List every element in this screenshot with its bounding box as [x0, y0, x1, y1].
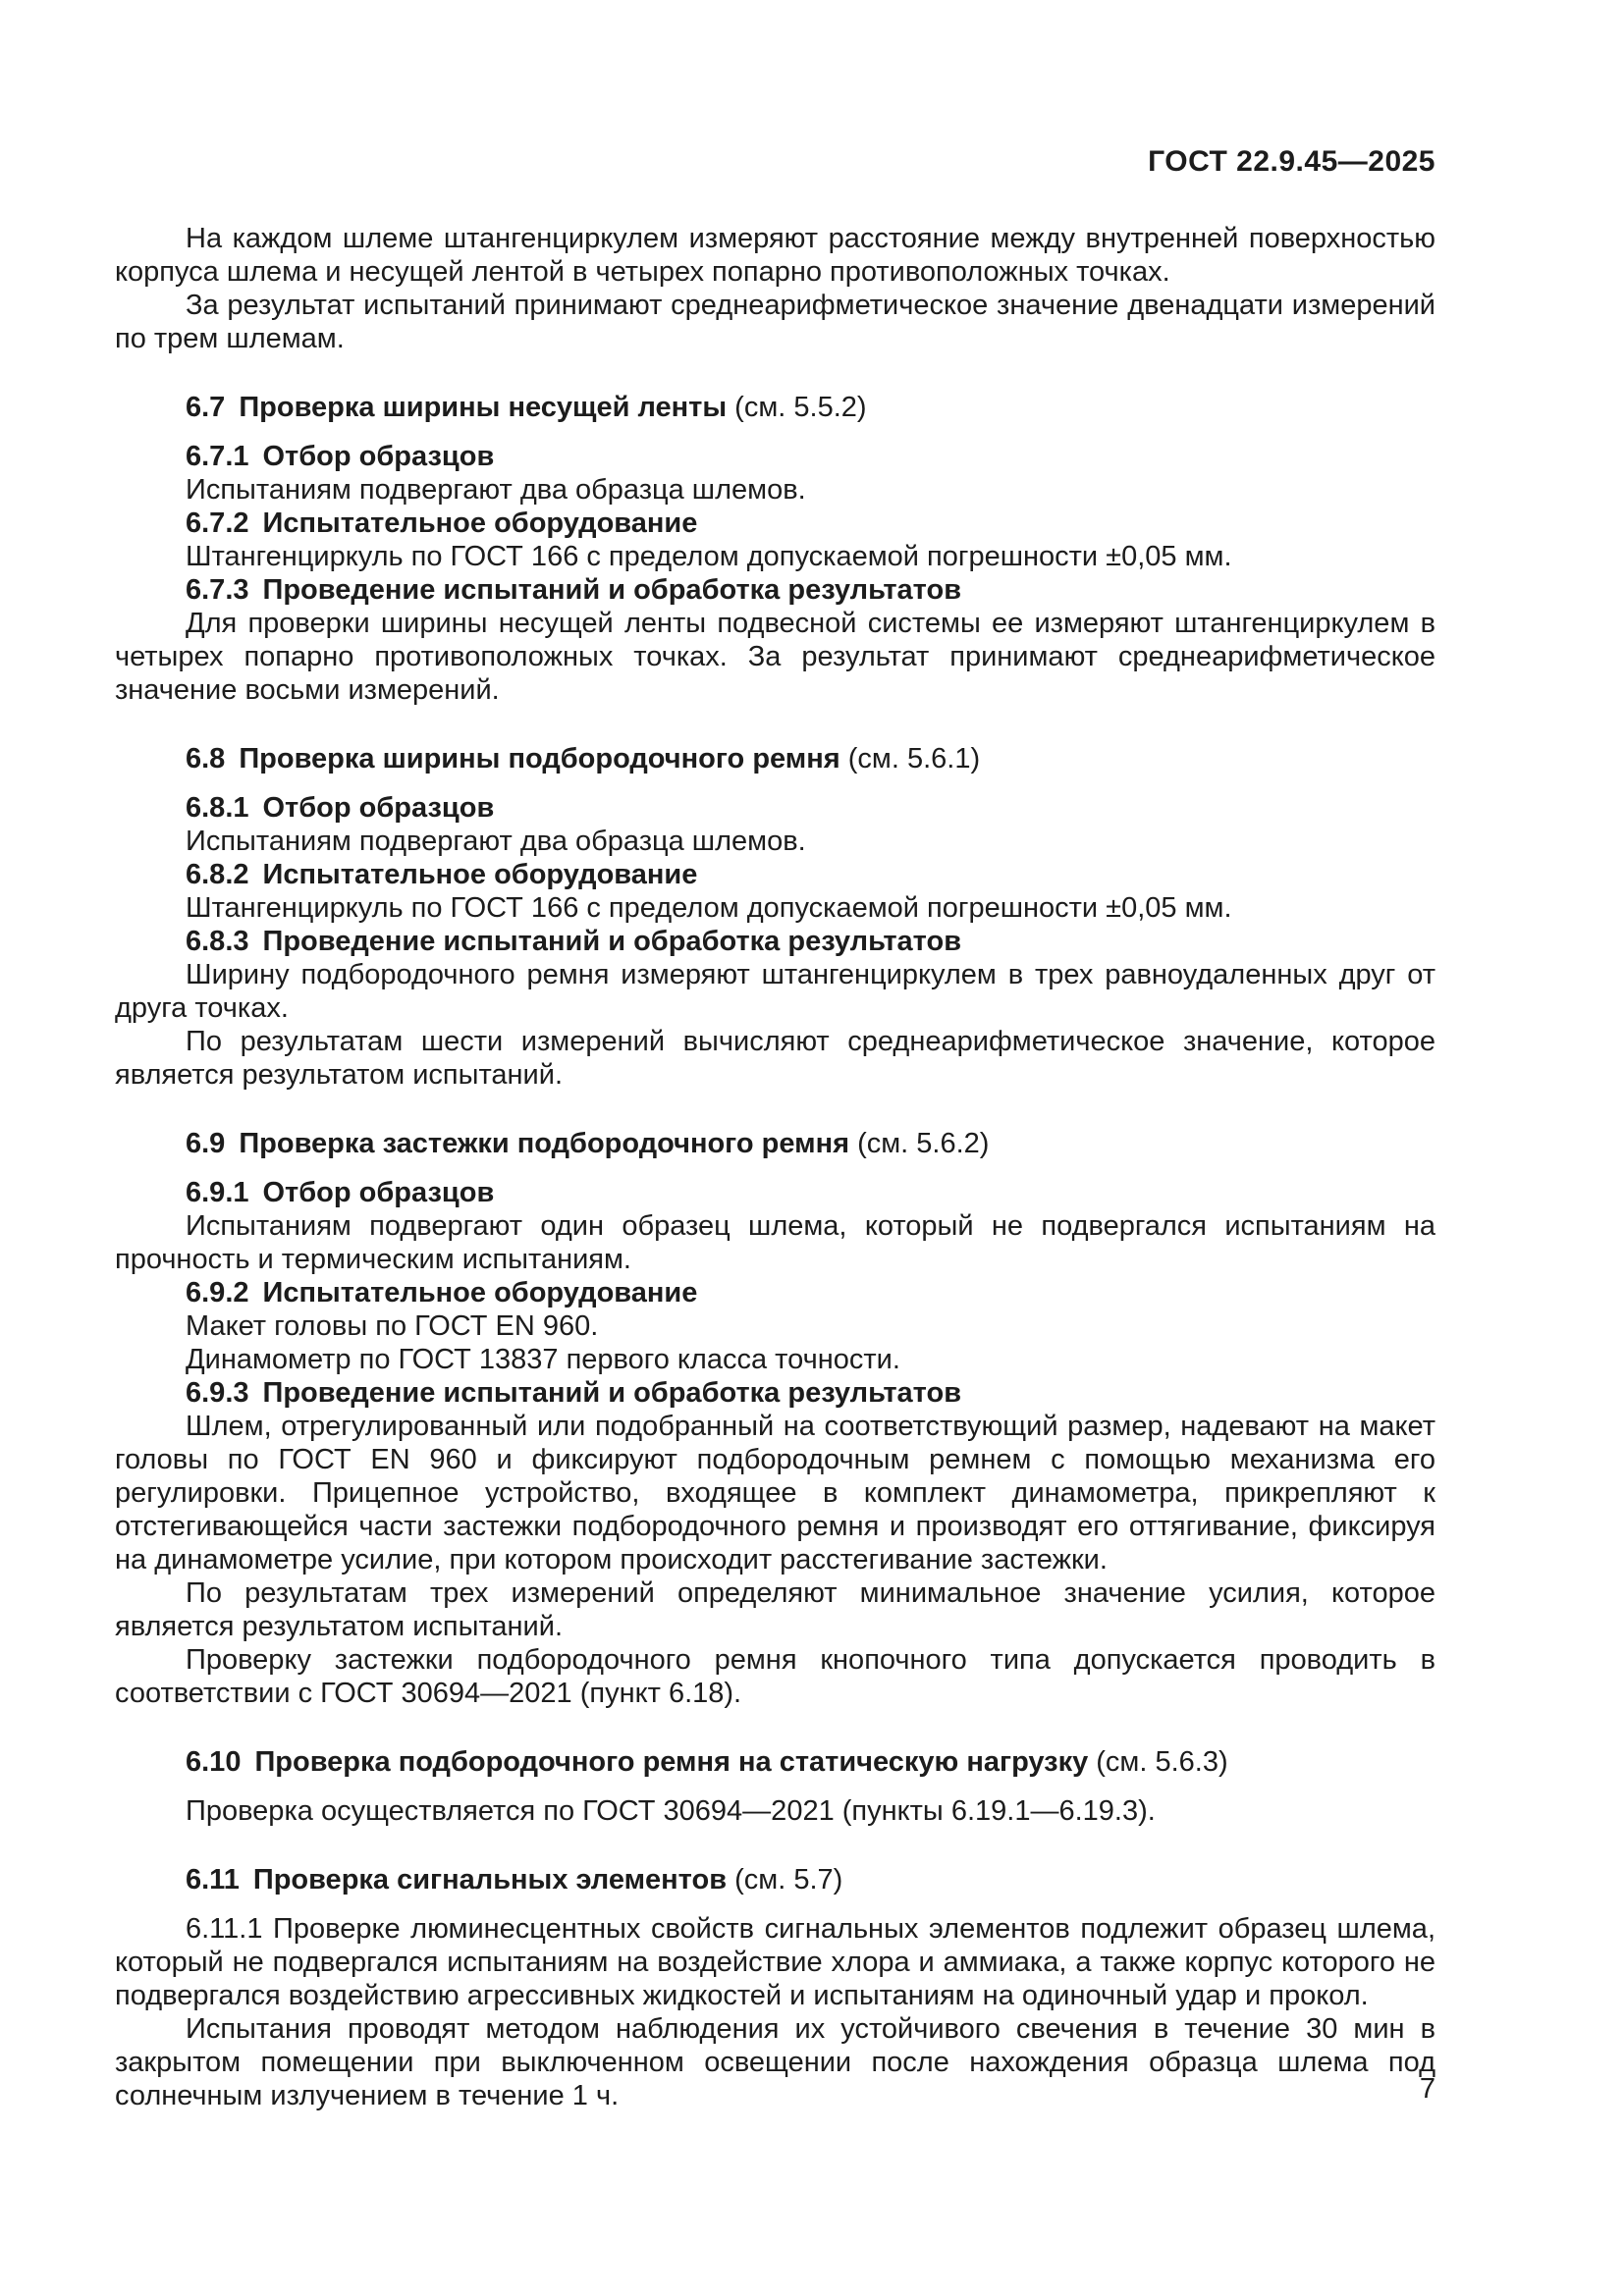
heading-title: Проверка ширины несущей ленты [239, 392, 728, 423]
subsection-heading-6-9-2 [115, 1276, 1435, 1309]
heading-number: 6.8 [186, 743, 226, 774]
paragraph: На каждом шлеме штангенциркулем измеряют расстояние между внутренней поверхностью корпуса шлема и несущей лентой в четырех попарно противоположных точках. [115, 223, 1435, 288]
heading-ref: (см. 5.6.2) [849, 1128, 990, 1159]
paragraph: Макет головы по ГОСТ EN 960. [186, 1310, 599, 1342]
paragraph: 6.11.1 Проверке люминесцентных свойств сигнальных элементов подлежит образец шлема, который не подвергался испытаниям на воздействие хлора и аммиака, а также корпус которого не подвергался воздействию агрессивных жидкостей и испытаниям на одиночный удар и прокол. [115, 1913, 1435, 2011]
paragraph: Штангенциркуль по ГОСТ 166 с пределом допускаемой погрешности ±0,05 мм. [186, 892, 1232, 924]
section-heading-6-9 [115, 1127, 1435, 1160]
subsection-heading-6-9-3 [115, 1376, 1435, 1410]
paragraph: Шлем, отрегулированный или подобранный на соответствующий размер, надевают на макет головы по ГОСТ EN 960 и фиксируют подбородочным ремнем с помощью механизма его регулировки. Прицепное устройство, входящее в комплект динамометра, прикрепляют к отстегивающейся части застежки подбородочного ремня и производят его оттягивание, фиксируя на динамометре усилие, при котором происходит расстегивание застежки. [115, 1411, 1435, 1575]
paragraph: Испытания проводят методом наблюдения их устойчивого свечения в течение 30 мин в закрытом помещении при выключенном освещении после нахождения образца шлема под солнечным излучением в течение 1 ч. [115, 2013, 1435, 2111]
heading-ref: (см. 5.6.3) [1088, 1746, 1228, 1778]
page-number: 7 [1419, 2073, 1435, 2105]
section-heading-6-11 [115, 1863, 1435, 1896]
heading-ref: (см. 5.6.1) [839, 743, 981, 774]
heading-title: Отбор образцов [262, 1177, 495, 1208]
heading-title: Проверка сигнальных элементов [252, 1864, 728, 1896]
subsection-heading-6-8-2 [115, 858, 1435, 891]
heading-title: Проверка ширины подбородочного ремня [239, 743, 840, 774]
heading-title: Отбор образцов [262, 792, 495, 824]
document-body [115, 222, 1435, 2112]
paragraph: Для проверки ширины несущей ленты подвесной системы ее измеряют штангенциркулем в четырех попарно противоположных точках. За результат принимают среднеарифметическое значение восьми измерений. [115, 608, 1435, 706]
section-heading-6-10 [115, 1745, 1435, 1779]
heading-number: 6.9 [186, 1128, 226, 1159]
heading-ref: (см. 5.7) [727, 1864, 843, 1896]
paragraph: Ширину подбородочного ремня измеряют штангенциркулем в трех равноудаленных друг от друга точках. [115, 959, 1435, 1024]
paragraph: Испытаниям подвергают два образца шлемов. [186, 826, 806, 857]
heading-number: 6.7 [186, 392, 226, 423]
subsection-heading-6-7-3 [115, 573, 1435, 607]
paragraph: Испытаниям подвергают два образца шлемов. [186, 474, 806, 506]
heading-number: 6.8.2 [186, 859, 249, 890]
heading-number: 6.10 [186, 1746, 242, 1778]
heading-number: 6.8.1 [186, 792, 249, 824]
heading-title: Испытательное оборудование [262, 1277, 698, 1308]
heading-number: 6.8.3 [186, 926, 249, 957]
heading-title: Проведение испытаний и обработка результатов [262, 574, 962, 606]
heading-number: 6.11 [186, 1864, 240, 1896]
heading-title: Проведение испытаний и обработка результатов [262, 926, 962, 957]
heading-number: 6.9.2 [186, 1277, 249, 1308]
heading-number: 6.9.3 [186, 1377, 249, 1409]
heading-number: 6.7.3 [186, 574, 249, 606]
section-heading-6-7 [115, 391, 1435, 424]
paragraph: За результат испытаний принимают среднеарифметическое значение двенадцати измерений по трем шлемам. [115, 290, 1435, 354]
subsection-heading-6-8-1 [115, 791, 1435, 825]
paragraph: Проверку застежки подбородочного ремня кнопочного типа допускается проводить в соответствии с ГОСТ 30694—2021 (пункт 6.18). [115, 1644, 1435, 1709]
heading-title: Испытательное оборудование [262, 507, 698, 539]
paragraph: По результатам шести измерений вычисляют среднеарифметическое значение, которое является результатом испытаний. [115, 1026, 1435, 1091]
paragraph: Динамометр по ГОСТ 13837 первого класса точности. [186, 1344, 900, 1375]
heading-title: Проверка подбородочного ремня на статическую нагрузку [254, 1746, 1089, 1778]
paragraph: Штангенциркуль по ГОСТ 166 с пределом допускаемой погрешности ±0,05 мм. [186, 541, 1232, 572]
section-heading-6-8 [115, 742, 1435, 775]
heading-title: Отбор образцов [262, 441, 495, 472]
subsection-heading-6-7-2 [115, 507, 1435, 540]
heading-number: 6.9.1 [186, 1177, 249, 1208]
heading-title: Проведение испытаний и обработка результатов [262, 1377, 962, 1409]
heading-number: 6.7.1 [186, 441, 249, 472]
subsection-heading-6-7-1 [115, 440, 1435, 473]
document-header: ГОСТ 22.9.45—2025 [1148, 145, 1435, 178]
heading-title: Испытательное оборудование [262, 859, 698, 890]
heading-number: 6.7.2 [186, 507, 249, 539]
heading-ref: (см. 5.5.2) [727, 392, 867, 423]
paragraph: Проверка осуществляется по ГОСТ 30694—2021 (пункты 6.19.1—6.19.3). [186, 1795, 1156, 1827]
subsection-heading-6-9-1 [115, 1176, 1435, 1209]
paragraph: Испытаниям подвергают один образец шлема, который не подвергался испытаниям на прочность и термическим испытаниям. [115, 1210, 1435, 1275]
paragraph: По результатам трех измерений определяют минимальное значение усилия, которое является результатом испытаний. [115, 1577, 1435, 1642]
subsection-heading-6-8-3 [115, 925, 1435, 958]
heading-title: Проверка застежки подбородочного ремня [239, 1128, 850, 1159]
